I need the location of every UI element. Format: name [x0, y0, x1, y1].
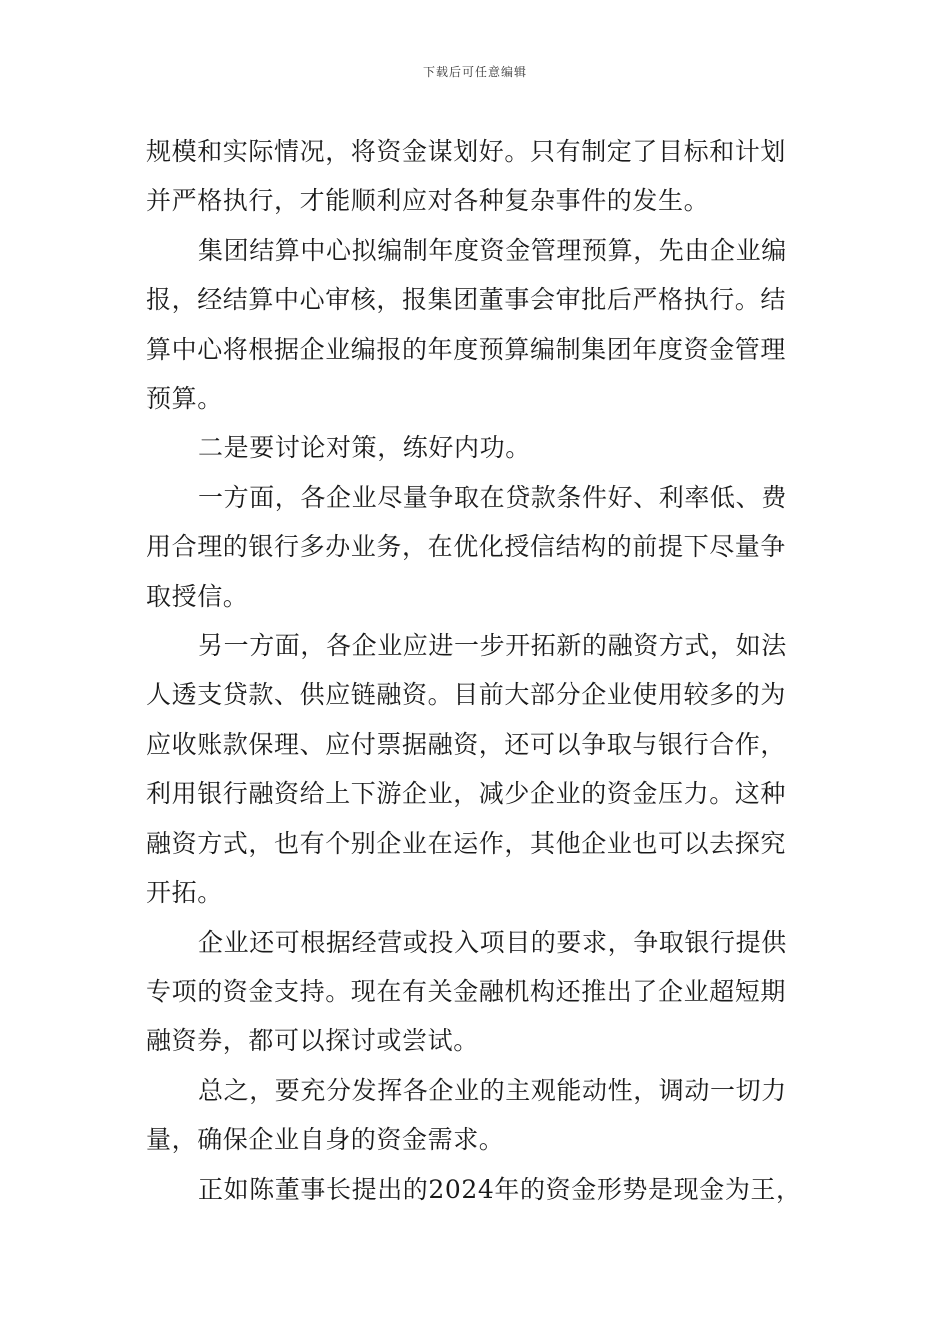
- text-line: 取授信。: [146, 581, 249, 611]
- text-line: 预算。: [146, 384, 223, 414]
- paragraph-4: [146, 473, 808, 621]
- text-line: 企业还可根据经营或投入项目的要求，争取银行提供: [198, 927, 787, 957]
- paragraph-5: [146, 621, 808, 917]
- text-line: 二是要讨论对策，练好内功。: [198, 433, 531, 463]
- text-line: 专项的资金支持。现在有关金融机构还推出了企业超短期: [146, 976, 787, 1006]
- paragraph-7: [146, 1066, 808, 1165]
- text-line: 总之，要充分发挥各企业的主观能动性，调动一切力: [198, 1075, 787, 1105]
- text-line: 正如陈董事长提出的2024年的资金形势是现金为王，: [198, 1174, 802, 1204]
- text-line: 融资方式，也有个别企业在运作，其他企业也可以去探究: [146, 828, 787, 858]
- paragraph-8: [146, 1165, 808, 1214]
- paragraph-6: [146, 918, 808, 1066]
- text-line: 用合理的银行多办业务，在优化授信结构的前提下尽量争: [146, 532, 787, 562]
- text-line: 集团结算中心拟编制年度资金管理预算，先由企业编: [198, 235, 787, 265]
- text-line: 量，确保企业自身的资金需求。: [146, 1125, 505, 1155]
- text-line: 另一方面，各企业应进一步开拓新的融资方式，如法: [198, 631, 787, 661]
- paragraph-2: [146, 226, 808, 424]
- text-line: 开拓。: [146, 878, 223, 908]
- text-line: 融资券，都可以探讨或尝试。: [146, 1026, 479, 1056]
- page-header: 下载后可任意编辑: [422, 65, 527, 79]
- text-line: 并严格执行，才能顺利应对各种复杂事件的发生。: [146, 186, 710, 216]
- text-line: 报，经结算中心审核，报集团董事会审批后严格执行。结: [146, 285, 787, 315]
- text-line: 一方面，各企业尽量争取在贷款条件好、利率低、费: [198, 482, 787, 512]
- text-line: 算中心将根据企业编报的年度预算编制集团年度资金管理: [146, 334, 787, 364]
- text-line: 规模和实际情况，将资金谋划好。只有制定了目标和计划: [146, 137, 787, 166]
- text-line: 应收账款保理、应付票据融资，还可以争取与银行合作，: [146, 729, 787, 759]
- document-body: [146, 127, 808, 1214]
- paragraph-3: [146, 423, 808, 472]
- paragraph-1: [146, 127, 808, 226]
- text-line: 利用银行融资给上下游企业，减少企业的资金压力。这种: [146, 779, 787, 809]
- text-line: 人透支贷款、供应链融资。目前大部分企业使用较多的为: [146, 680, 787, 710]
